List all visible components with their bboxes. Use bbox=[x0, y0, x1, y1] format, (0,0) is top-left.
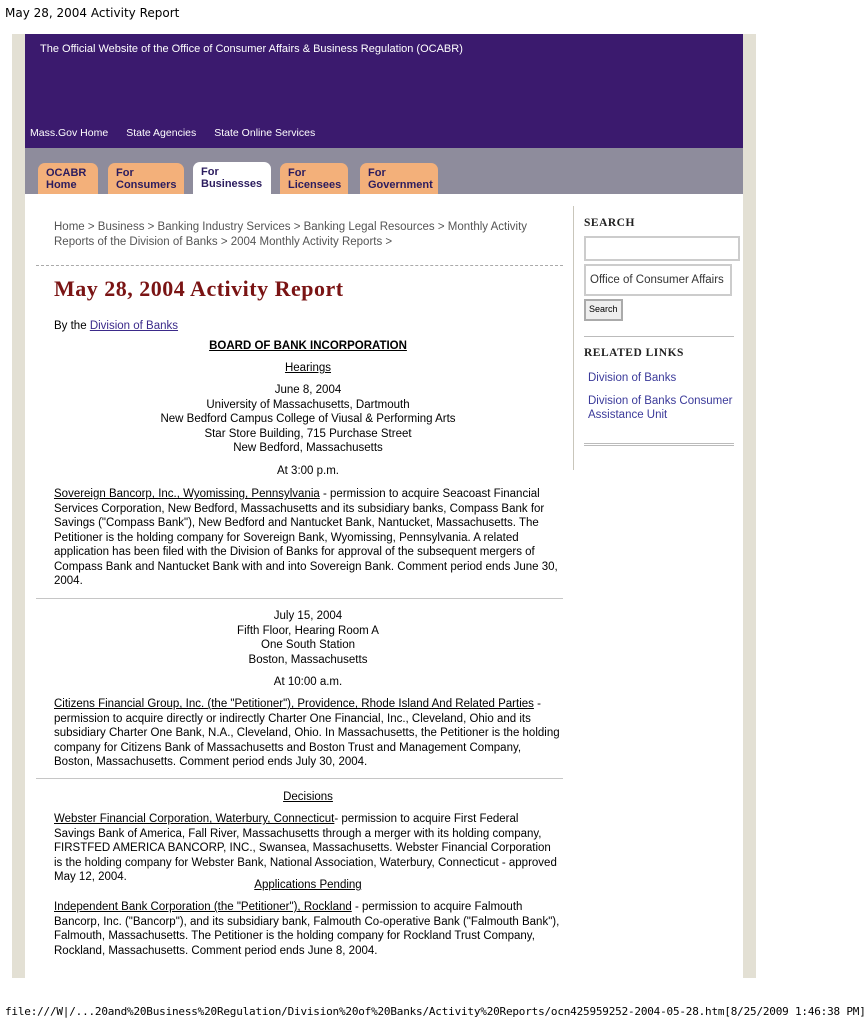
board-heading: BOARD OF BANK INCORPORATION bbox=[209, 340, 407, 352]
breadcrumb-divider bbox=[36, 265, 563, 266]
section-divider bbox=[36, 778, 563, 779]
tab-label-line2: Government bbox=[368, 179, 433, 191]
applications-pending-heading: Applications Pending bbox=[254, 879, 362, 891]
search-scope-select[interactable]: Office of Consumer Affairs bbox=[584, 264, 732, 296]
related-link-consumer-assistance[interactable]: Division of Banks Consumer Assistance Unit bbox=[588, 395, 733, 421]
hearing2-time: At 10:00 a.m. bbox=[273, 676, 343, 688]
column-divider bbox=[573, 206, 574, 470]
by-line bbox=[54, 320, 178, 332]
nav-state-agencies[interactable]: State Agencies bbox=[126, 127, 197, 139]
hearing1-line: Star Store Building, 715 Purchase Street bbox=[204, 427, 412, 440]
webster-financial-link[interactable]: Webster Financial Corporation, Waterbury, Connecticut bbox=[54, 813, 335, 825]
tab-for-consumers[interactable] bbox=[108, 163, 184, 194]
by-prefix: By the bbox=[54, 320, 90, 332]
hearings-heading: Hearings bbox=[284, 362, 332, 374]
nav-mass-gov-home[interactable]: Mass.Gov Home bbox=[30, 127, 109, 139]
tab-label-line2: Licensees bbox=[288, 179, 342, 191]
print-footer: file:///W|/...20and%20Business%20Regulation/Division%20of%20Banks/Activity%20Reports/ocn425959252-2004-05-28.htm[8/25/2009 1:46:38 PM] bbox=[5, 1005, 866, 1018]
decision1-description: - permission to acquire First Federal Savings Bank of America, Fall River, Massachusetts through a merger with its holding company, FIRSTFED AMERICA BANCORP, INC., Swansea, Massachusetts. Webster Financial Corporation is the holding company for Webster Bank, National Association, Waterbury, Connecticut - approved May 12, 2004. bbox=[54, 813, 557, 883]
tab-label-line1: For bbox=[201, 166, 219, 178]
tab-label-line1: For bbox=[288, 167, 306, 179]
breadcrumb[interactable]: Home > Business > Banking Industry Services > Banking Legal Resources > Monthly Activity Reports of the Division of Banks > 2004 Monthly Activity Reports > bbox=[54, 221, 528, 248]
pending1-item bbox=[54, 900, 562, 958]
banner-title: The Official Website of the Office of Consumer Affairs & Business Regulation (OCABR) bbox=[40, 43, 463, 55]
decisions-heading: Decisions bbox=[283, 791, 333, 803]
tab-label-line2: Consumers bbox=[116, 179, 177, 191]
page-title: May 28, 2004 Activity Report bbox=[54, 276, 344, 301]
decision1-item bbox=[54, 812, 562, 885]
tab-label-line1: OCABR bbox=[46, 167, 87, 179]
tab-strip bbox=[25, 148, 743, 194]
citizens-financial-link[interactable]: Citizens Financial Group, Inc. (the "Petitioner"), Providence, Rhode Island And Related Parties bbox=[54, 698, 534, 710]
tab-label-line2: Home bbox=[46, 179, 77, 191]
related-link-division-of-banks[interactable]: Division of Banks bbox=[588, 372, 677, 384]
hearing1-date: June 8, 2004 bbox=[274, 384, 342, 396]
hearing1-line: New Bedford Campus College of Viusal & Performing Arts bbox=[160, 413, 456, 426]
hearing2-date: July 15, 2004 bbox=[273, 610, 343, 622]
hearing2-line: Boston, Massachusetts bbox=[248, 653, 368, 666]
hearing1-time: At 3:00 p.m. bbox=[276, 465, 339, 477]
sidebar-divider bbox=[584, 336, 734, 337]
hearing1-line: University of Massachusetts, Dartmouth bbox=[206, 398, 410, 411]
tab-for-government[interactable] bbox=[360, 163, 438, 194]
pending1-description: - permission to acquire Falmouth Bancorp, Inc. ("Bancorp"), and its subsidiary bank, Falmouth Co-operative Bank ("Falmouth Bank"), Falmouth, Massachusetts. The Petitioner is the holding company for Rockland Trust Company, Rockland, Massachusetts. Comment period ends June 8, 2004. bbox=[54, 901, 560, 957]
hearing2-location bbox=[54, 609, 562, 667]
hearing1-line: New Bedford, Massachusetts bbox=[233, 442, 383, 455]
hearing2-description: - permission to acquire directly or indirectly Charter One Financial, Inc., Cleveland, Ohio and its subsidiary Charter One Bank, N.A., Cleveland, Ohio. In Massachusetts, the Petitioner is the holding company for Citizens Bank of Massachusetts and Boston Trust and Management Company, Boston, Massachusetts. Comment period ends July 30, 2004. bbox=[54, 698, 560, 768]
tab-for-businesses[interactable] bbox=[193, 162, 271, 196]
sidebar-divider bbox=[584, 443, 734, 446]
search-heading: SEARCH bbox=[584, 217, 635, 229]
sovereign-bancorp-link[interactable]: Sovereign Bancorp, Inc., Wyomissing, Pennsylvania bbox=[54, 488, 320, 500]
hearing1-item bbox=[54, 487, 562, 589]
independent-bank-link[interactable]: Independent Bank Corporation (the "Petitioner"), Rockland bbox=[54, 901, 352, 913]
tab-for-licensees[interactable] bbox=[280, 163, 348, 194]
tab-label-line2: Businesses bbox=[201, 178, 263, 190]
hearing2-line: Fifth Floor, Hearing Room A bbox=[237, 624, 379, 637]
hearing2-line: One South Station bbox=[261, 639, 355, 652]
nav-state-online-services[interactable]: State Online Services bbox=[214, 127, 316, 139]
hearing1-location bbox=[54, 383, 562, 456]
left-margin-bar bbox=[12, 34, 25, 978]
hearing1-description: - permission to acquire Seacoast Financial Services Corporation, New Bedford, Massachusetts and its subsidiary banks, Compass Bank for Savings ("Compass Bank"), New Bedford and Nantucket Bank, Nantucket, Massachusetts. The Petitioner is the holding company for Sovereign Bank, Wyomissing, Pennsylvania. A related application has been filed with the Division of Banks for approval of the subsequent mergers of Compass Bank and Nantucket Bank with and into Sovereign Bank. Comment period ends June 30, 2004. bbox=[54, 488, 558, 587]
related-links-heading: RELATED LINKS bbox=[584, 347, 684, 359]
print-header: May 28, 2004 Activity Report bbox=[5, 6, 180, 20]
search-input[interactable] bbox=[584, 236, 740, 261]
search-button[interactable]: Search bbox=[584, 299, 623, 321]
division-of-banks-link[interactable]: Division of Banks bbox=[89, 320, 179, 332]
tab-ocabr-home[interactable] bbox=[38, 163, 98, 194]
tab-label-line1: For bbox=[368, 167, 386, 179]
tab-label-line1: For bbox=[116, 167, 134, 179]
right-margin-bar bbox=[743, 34, 756, 978]
hearing2-item bbox=[54, 697, 562, 770]
section-divider bbox=[36, 598, 563, 599]
top-banner bbox=[25, 34, 743, 148]
top-nav bbox=[30, 127, 333, 139]
